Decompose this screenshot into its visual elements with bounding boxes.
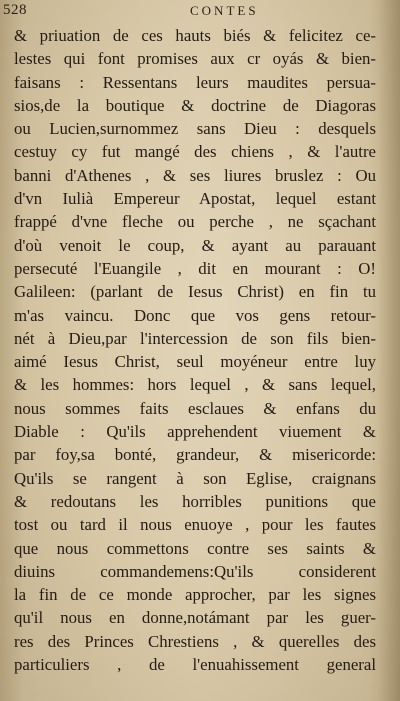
- text-line: aimé Iesus Christ, seul moyéneur entre luy: [14, 352, 376, 372]
- text-line: Qu'ils se rangent à son Eglise, craignans: [14, 468, 376, 488]
- text-line: banni d'Athenes , & ses liures bruslez : Ou: [14, 165, 376, 185]
- page-header: [0, 0, 400, 24]
- text-line: qu'il nous en donne,notámant par les guer-: [14, 608, 376, 628]
- text-line: persecuté l'Euangile , dit en mourant : O!: [14, 258, 376, 278]
- text-line: tost ou tard il nous enuoye , pour les fautes: [14, 515, 376, 535]
- text-line: particuliers , de l'enuahissement general: [14, 655, 376, 675]
- text-line: frappé d'vne fleche ou perche , ne sçachant: [14, 212, 376, 232]
- text-line: sios,de la boutique & doctrine de Diagoras: [14, 95, 376, 115]
- text-line: cestuy cy fut mangé des chiens , & l'autre: [14, 142, 376, 162]
- running-head: CONTES: [190, 3, 259, 18]
- text-line: diuins commandemens:Qu'ils considerent: [14, 561, 376, 581]
- text-line: faisans : Ressentans leurs maudites persua-: [14, 72, 376, 92]
- text-line: lestes qui font promises aux cr oyás & bien-: [14, 49, 376, 69]
- text-line: m'as vaincu. Donc que vos gens retour-: [14, 305, 376, 325]
- text-line: ou Lucien,surnommez sans Dieu : desquels: [14, 119, 376, 139]
- text-line: d'vn Iulià Empereur Apostat, lequel estant: [14, 189, 376, 209]
- body-text: [14, 24, 376, 676]
- page-number: 528: [3, 2, 27, 18]
- text-line: d'où venoit le coup, & ayant au parauant: [14, 235, 376, 255]
- page-edge-shadow: [378, 0, 400, 701]
- text-line: Galileen: (parlant de Iesus Christ) en fin tu: [14, 282, 376, 302]
- text-line: nous sommes faits esclaues & enfans du: [14, 398, 376, 418]
- text-line: & redoutans les horribles punitions que: [14, 491, 376, 511]
- text-line: res des Princes Chrestiens , & querelles des: [14, 631, 376, 651]
- text-line: que nous commettons contre ses saints &: [14, 538, 376, 558]
- text-line: nét à Dieu,par l'intercession de son fils bien-: [14, 328, 376, 348]
- text-line: par foy,sa bonté, grandeur, & misericorde:: [14, 445, 376, 465]
- text-line: & priuation de ces hauts biés & felicitez ce-: [14, 26, 376, 45]
- text-line: & les hommes: hors lequel , & sans lequel,: [14, 375, 376, 395]
- text-line: Diable : Qu'ils apprehendent viuement &: [14, 422, 376, 442]
- text-line: la fin de ce monde approcher, par les signes: [14, 585, 376, 605]
